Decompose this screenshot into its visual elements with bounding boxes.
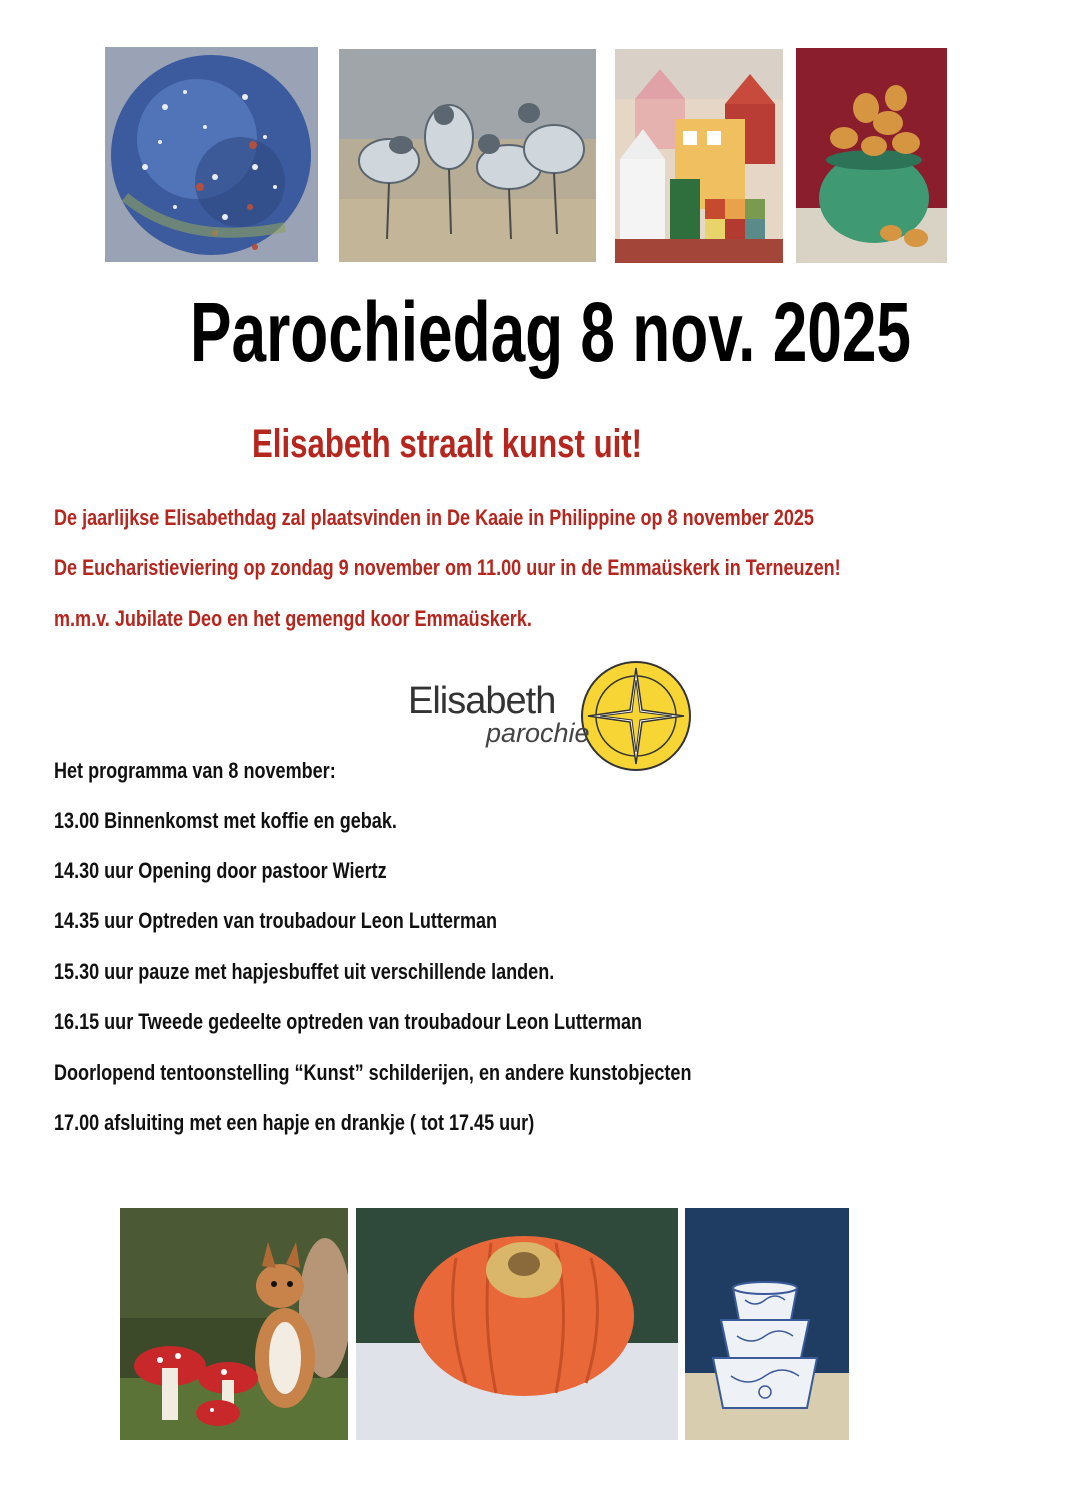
program-item: Doorlopend tentoonstelling “Kunst” schilderijen, en andere kunstobjecten — [54, 1060, 692, 1085]
page-title: Parochiedag 8 nov. 2025 — [190, 285, 911, 379]
program-item: 14.35 uur Optreden van troubadour Leon Lutterman — [54, 908, 498, 933]
squirrel-mushrooms-painting — [120, 1208, 348, 1440]
program-item: 16.15 uur Tweede gedeelte optreden van troubadour Leon Lutterman — [54, 1009, 643, 1034]
intro-line-choirs: m.m.v. Jubilate Deo en het gemengd koor Emmaüskerk. — [54, 606, 532, 631]
birds-painting — [339, 49, 596, 262]
program-item: 14.30 uur Opening door pastoor Wiertz — [54, 858, 387, 883]
teacups-painting — [685, 1208, 849, 1440]
program-item: 17.00 afsluiting met een hapje en drankje ( tot 17.45 uur) — [54, 1110, 535, 1135]
sun-compass-icon — [580, 660, 692, 772]
fruit-bowl-painting — [796, 48, 947, 263]
intro-line-eucharist: De Eucharistieviering op zondag 9 november om 11.00 uur in de Emmaüskerk in Terneuzen! — [54, 555, 841, 580]
page-subtitle: Elisabeth straalt kunst uit! — [252, 422, 643, 466]
logo-name: Elisabeth — [408, 680, 556, 722]
houses-painting — [615, 49, 783, 263]
program-item: 13.00 Binnenkomst met koffie en gebak. — [54, 808, 397, 833]
program-heading: Het programma van 8 november: — [54, 758, 336, 783]
program-item: 15.30 uur pauze met hapjesbuffet uit verschillende landen. — [54, 959, 555, 984]
pumpkin-painting — [356, 1208, 678, 1440]
abstract-circle-painting — [105, 47, 318, 262]
logo-sub: parochie — [486, 718, 590, 748]
intro-line-location: De jaarlijkse Elisabethdag zal plaatsvinden in De Kaaie in Philippine op 8 november 2025 — [54, 505, 814, 530]
parish-logo — [404, 660, 690, 772]
